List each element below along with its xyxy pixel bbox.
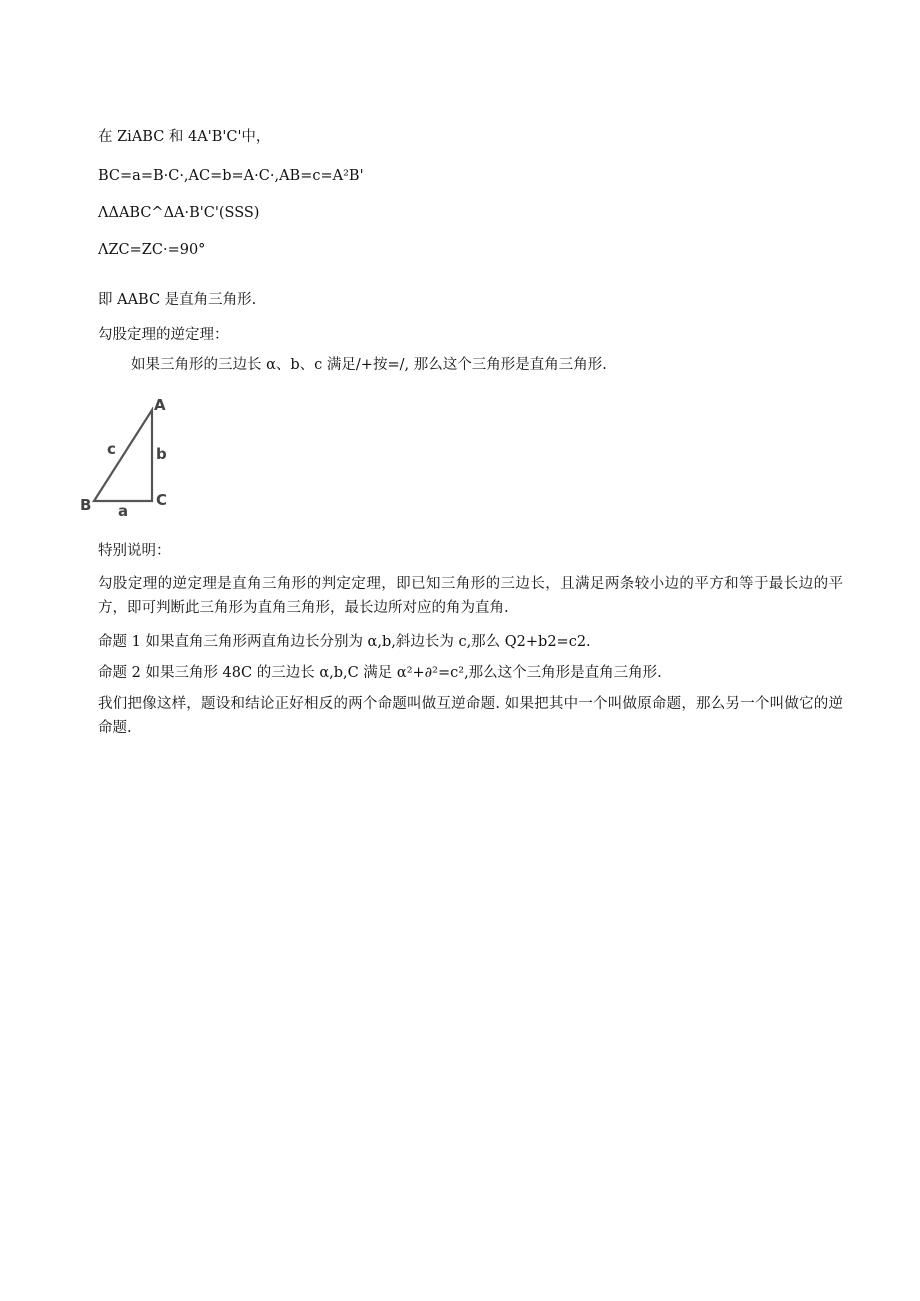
side-equalities: BC=a=B·C·,AC=b=A·C·,AB=c=A²B' — [98, 168, 364, 184]
converse-definition: 我们把像这样，题设和结论正好相反的两个命题叫做互逆命题. 如果把其中一个叫做原命题，那么另一个叫做它的逆命题. — [98, 696, 843, 736]
notes-heading: 特别说明： — [98, 543, 171, 559]
proposition-2: 命题 2 如果三角形 48C 的三边长 α,b,C 满足 α²+∂²=c²,那么这个三角形是直角三角形. — [98, 665, 662, 681]
right-triangle-figure — [74, 393, 184, 518]
theorem-statement: 如果三角形的三边长 α、b、c 满足/+按=/, 那么这个三角形是直角三角形. — [131, 357, 607, 373]
congruence-statement: ΛΔABC^ΔA·B'C'(SSS) — [98, 205, 260, 221]
notes-paragraph-1: 勾股定理的逆定理是直角三角形的判定定理，即已知三角形的三边长，且满足两条较小边的平方和等于最长边的平方，即可判断此三角形为直角三角形，最长边所对应的角为直角. — [98, 576, 843, 616]
side-a-label: a — [118, 502, 129, 518]
triangle-statement: 在 ZiABC 和 4A'B'C'中， — [98, 129, 271, 145]
side-b-label: b — [156, 445, 167, 463]
side-c-label: c — [107, 440, 116, 458]
vertex-c-label: C — [156, 491, 168, 509]
proposition-1: 命题 1 如果直角三角形两直角边长分别为 α,b,斜边长为 c,那么 Q2+b2=c2. — [98, 634, 591, 650]
vertex-a-label: A — [154, 396, 166, 414]
conclusion-line: 即 AABC 是直角三角形. — [98, 292, 257, 308]
theorem-heading: 勾股定理的逆定理： — [98, 327, 229, 343]
triangle-shape — [94, 410, 152, 501]
vertex-b-label: B — [80, 496, 92, 514]
angle-statement: ΛZC=ZC·=90° — [98, 242, 206, 258]
